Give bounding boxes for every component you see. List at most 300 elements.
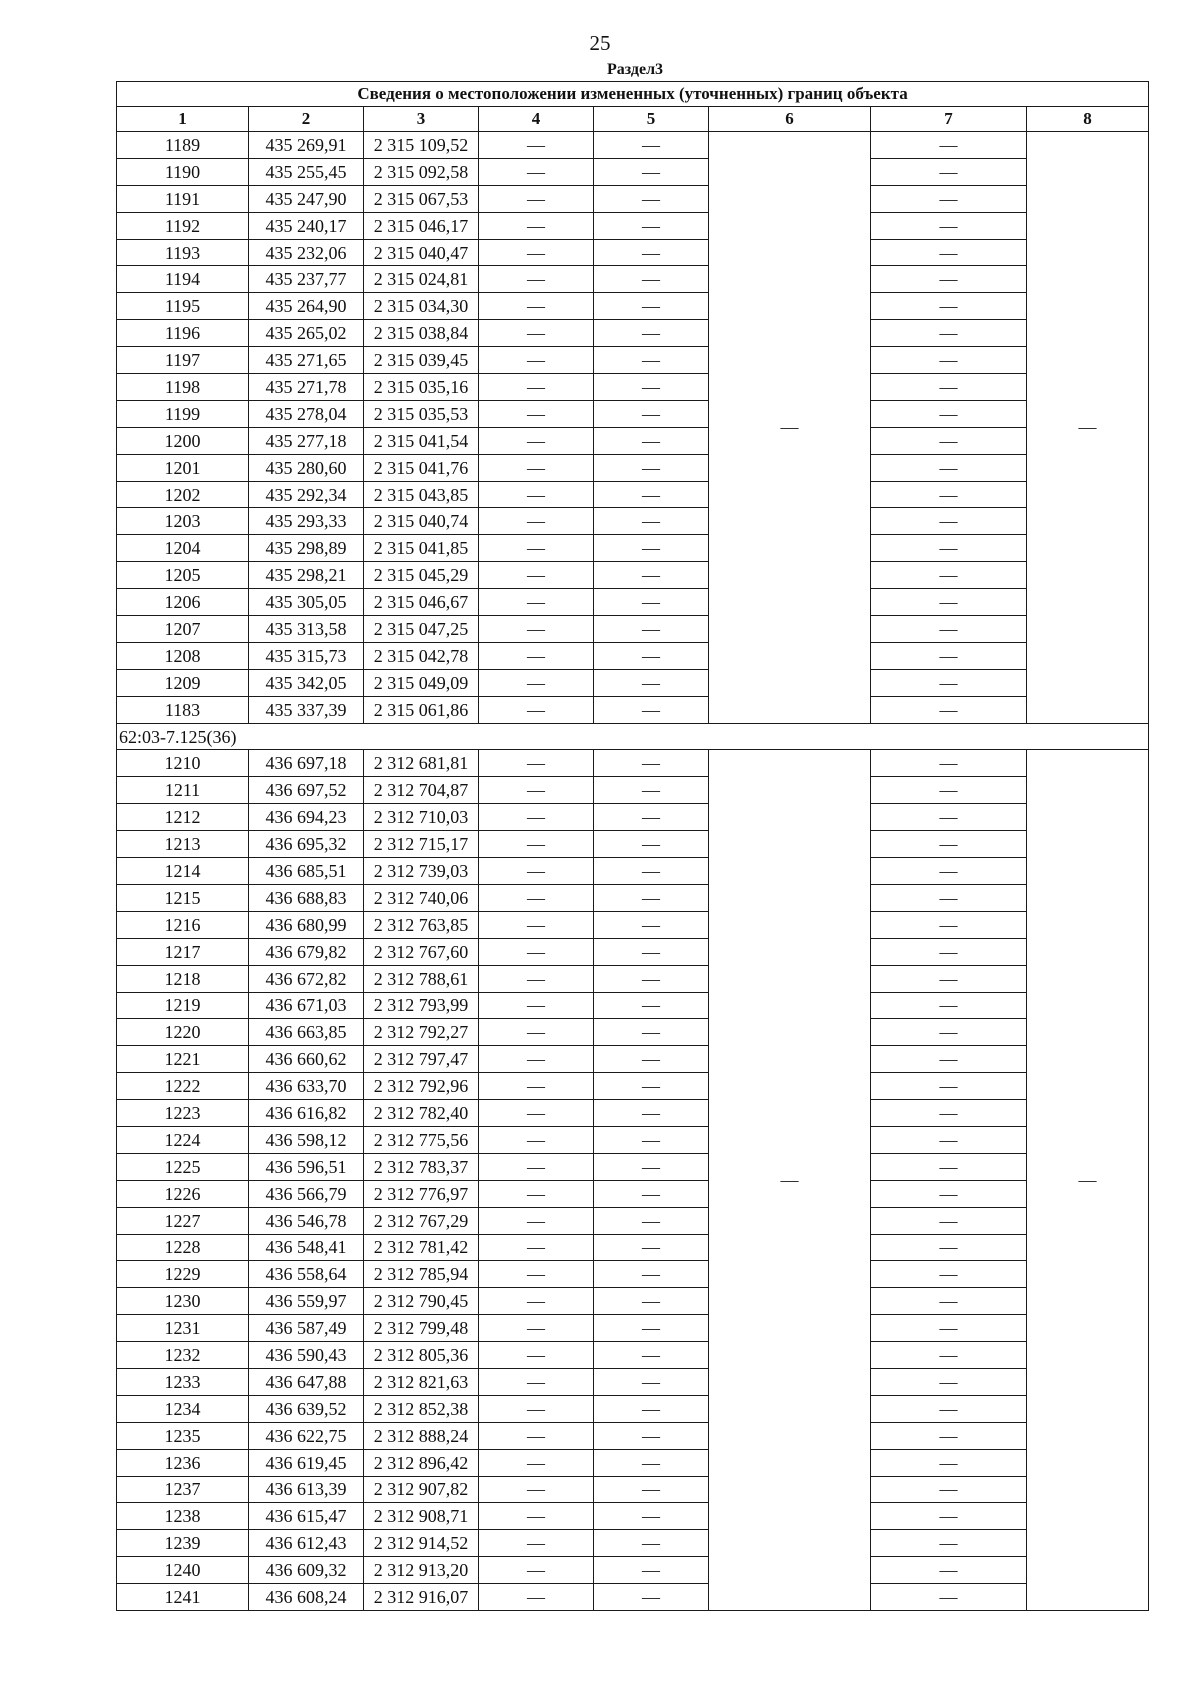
column-7-cell: — <box>871 185 1027 212</box>
table-row <box>117 804 1149 831</box>
column-7-cell: — <box>871 884 1027 911</box>
column-header: 8 <box>1027 107 1149 132</box>
column-7-cell: — <box>871 1584 1027 1611</box>
column-5-cell: — <box>594 750 709 777</box>
y-coordinate-cell: 2 312 776,97 <box>364 1180 479 1207</box>
table-row <box>117 562 1149 589</box>
x-coordinate-cell: 436 660,62 <box>249 1046 364 1073</box>
column-header: 3 <box>364 107 479 132</box>
column-7-cell: — <box>871 1153 1027 1180</box>
y-coordinate-cell: 2 312 913,20 <box>364 1557 479 1584</box>
column-4-cell: — <box>479 454 594 481</box>
point-number-cell: 1235 <box>117 1422 249 1449</box>
table-row <box>117 1315 1149 1342</box>
column-4-cell: — <box>479 562 594 589</box>
column-5-cell: — <box>594 1476 709 1503</box>
column-4-cell: — <box>479 616 594 643</box>
column-5-cell: — <box>594 1368 709 1395</box>
column-4-cell: — <box>479 1395 594 1422</box>
y-coordinate-cell: 2 312 710,03 <box>364 804 479 831</box>
point-number-cell: 1193 <box>117 239 249 266</box>
y-coordinate-cell: 2 312 739,03 <box>364 858 479 885</box>
table-body <box>117 132 1149 1611</box>
table-row <box>117 1207 1149 1234</box>
column-7-cell: — <box>871 1019 1027 1046</box>
column-7-cell: — <box>871 642 1027 669</box>
column-7-cell: — <box>871 911 1027 938</box>
column-5-cell: — <box>594 132 709 159</box>
table-row <box>117 1449 1149 1476</box>
column-4-cell: — <box>479 185 594 212</box>
column-7-cell: — <box>871 454 1027 481</box>
x-coordinate-cell: 436 697,52 <box>249 777 364 804</box>
x-coordinate-cell: 436 695,32 <box>249 831 364 858</box>
table-row <box>117 266 1149 293</box>
x-coordinate-cell: 435 293,33 <box>249 508 364 535</box>
column-header: 2 <box>249 107 364 132</box>
column-7-cell: — <box>871 158 1027 185</box>
column-5-cell: — <box>594 239 709 266</box>
column-5-cell: — <box>594 1046 709 1073</box>
table-row <box>117 347 1149 374</box>
y-coordinate-cell: 2 312 704,87 <box>364 777 479 804</box>
column-5-cell: — <box>594 589 709 616</box>
table-row <box>117 481 1149 508</box>
y-coordinate-cell: 2 315 041,54 <box>364 427 479 454</box>
table-row <box>117 1153 1149 1180</box>
table-row <box>117 320 1149 347</box>
y-coordinate-cell: 2 315 109,52 <box>364 132 479 159</box>
y-coordinate-cell: 2 312 799,48 <box>364 1315 479 1342</box>
column-7-cell: — <box>871 1207 1027 1234</box>
column-5-cell: — <box>594 616 709 643</box>
x-coordinate-cell: 435 271,78 <box>249 374 364 401</box>
column-4-cell: — <box>479 1449 594 1476</box>
column-4-cell: — <box>479 669 594 696</box>
x-coordinate-cell: 436 598,12 <box>249 1126 364 1153</box>
point-number-cell: 1224 <box>117 1126 249 1153</box>
column-7-cell: — <box>871 616 1027 643</box>
x-coordinate-cell: 436 633,70 <box>249 1073 364 1100</box>
x-coordinate-cell: 435 313,58 <box>249 616 364 643</box>
y-coordinate-cell: 2 312 782,40 <box>364 1100 479 1127</box>
y-coordinate-cell: 2 315 067,53 <box>364 185 479 212</box>
column-header: 6 <box>709 107 871 132</box>
x-coordinate-cell: 436 609,32 <box>249 1557 364 1584</box>
column-5-cell: — <box>594 1342 709 1369</box>
table-row <box>117 535 1149 562</box>
column-5-cell: — <box>594 696 709 723</box>
table-row <box>117 454 1149 481</box>
column-5-cell: — <box>594 1180 709 1207</box>
y-coordinate-cell: 2 312 763,85 <box>364 911 479 938</box>
x-coordinate-cell: 436 671,03 <box>249 992 364 1019</box>
column-5-cell: — <box>594 777 709 804</box>
point-number-cell: 1189 <box>117 132 249 159</box>
page-number: 25 <box>589 31 611 55</box>
column-4-cell: — <box>479 1234 594 1261</box>
column-7-cell: — <box>871 1288 1027 1315</box>
x-coordinate-cell: 436 612,43 <box>249 1530 364 1557</box>
y-coordinate-cell: 2 312 821,63 <box>364 1368 479 1395</box>
column-7-cell: — <box>871 804 1027 831</box>
column-7-cell: — <box>871 320 1027 347</box>
table-row <box>117 1476 1149 1503</box>
point-number-cell: 1214 <box>117 858 249 885</box>
x-coordinate-cell: 436 616,82 <box>249 1100 364 1127</box>
table-row <box>117 965 1149 992</box>
point-number-cell: 1239 <box>117 1530 249 1557</box>
column-4-cell: — <box>479 992 594 1019</box>
column-7-cell: — <box>871 965 1027 992</box>
x-coordinate-cell: 436 679,82 <box>249 938 364 965</box>
x-coordinate-cell: 436 615,47 <box>249 1503 364 1530</box>
y-coordinate-cell: 2 312 916,07 <box>364 1584 479 1611</box>
table-row <box>117 1288 1149 1315</box>
table-row <box>117 1180 1149 1207</box>
column-5-cell: — <box>594 212 709 239</box>
y-coordinate-cell: 2 312 785,94 <box>364 1261 479 1288</box>
y-coordinate-cell: 2 315 046,17 <box>364 212 479 239</box>
x-coordinate-cell: 436 596,51 <box>249 1153 364 1180</box>
x-coordinate-cell: 435 298,21 <box>249 562 364 589</box>
column-7-cell: — <box>871 400 1027 427</box>
column-5-cell: — <box>594 562 709 589</box>
point-number-cell: 1215 <box>117 884 249 911</box>
y-coordinate-cell: 2 312 781,42 <box>364 1234 479 1261</box>
x-coordinate-cell: 435 342,05 <box>249 669 364 696</box>
column-7-cell: — <box>871 562 1027 589</box>
table-row <box>117 589 1149 616</box>
column-4-cell: — <box>479 1100 594 1127</box>
column-4-cell: — <box>479 1503 594 1530</box>
column-4-cell: — <box>479 1126 594 1153</box>
column-5-cell: — <box>594 858 709 885</box>
column-7-cell: — <box>871 1449 1027 1476</box>
column-7-cell: — <box>871 239 1027 266</box>
x-coordinate-cell: 436 680,99 <box>249 911 364 938</box>
x-coordinate-cell: 436 694,23 <box>249 804 364 831</box>
y-coordinate-cell: 2 312 907,82 <box>364 1476 479 1503</box>
column-5-cell: — <box>594 1449 709 1476</box>
column-8-merged-cell: — <box>1027 132 1149 724</box>
column-5-cell: — <box>594 1019 709 1046</box>
point-number-cell: 1233 <box>117 1368 249 1395</box>
table-row <box>117 1557 1149 1584</box>
column-7-cell: — <box>871 535 1027 562</box>
point-number-cell: 1211 <box>117 777 249 804</box>
table-row <box>117 1584 1149 1611</box>
x-coordinate-cell: 435 315,73 <box>249 642 364 669</box>
x-coordinate-cell: 436 685,51 <box>249 858 364 885</box>
column-5-cell: — <box>594 1153 709 1180</box>
column-7-cell: — <box>871 1557 1027 1584</box>
table-row <box>117 696 1149 723</box>
column-7-cell: — <box>871 1234 1027 1261</box>
x-coordinate-cell: 436 613,39 <box>249 1476 364 1503</box>
point-number-cell: 1228 <box>117 1234 249 1261</box>
column-7-cell: — <box>871 347 1027 374</box>
column-4-cell: — <box>479 293 594 320</box>
y-coordinate-cell: 2 315 041,76 <box>364 454 479 481</box>
y-coordinate-cell: 2 312 715,17 <box>364 831 479 858</box>
x-coordinate-cell: 436 663,85 <box>249 1019 364 1046</box>
column-5-cell: — <box>594 1503 709 1530</box>
point-number-cell: 1241 <box>117 1584 249 1611</box>
point-number-cell: 1191 <box>117 185 249 212</box>
column-4-cell: — <box>479 266 594 293</box>
table-title: Сведения о местоположении измененных (уточненных) границ объекта <box>117 82 1149 107</box>
point-number-cell: 1202 <box>117 481 249 508</box>
y-coordinate-cell: 2 315 039,45 <box>364 347 479 374</box>
table-row <box>117 831 1149 858</box>
x-coordinate-cell: 435 278,04 <box>249 400 364 427</box>
x-coordinate-cell: 436 622,75 <box>249 1422 364 1449</box>
coordinates-table <box>116 81 1149 1611</box>
column-4-cell: — <box>479 158 594 185</box>
column-4-cell: — <box>479 911 594 938</box>
y-coordinate-cell: 2 315 041,85 <box>364 535 479 562</box>
point-number-cell: 1221 <box>117 1046 249 1073</box>
column-5-cell: — <box>594 400 709 427</box>
point-number-cell: 1199 <box>117 400 249 427</box>
column-4-cell: — <box>479 1046 594 1073</box>
column-7-cell: — <box>871 589 1027 616</box>
table-row <box>117 669 1149 696</box>
column-7-cell: — <box>871 481 1027 508</box>
column-5-cell: — <box>594 266 709 293</box>
x-coordinate-cell: 436 688,83 <box>249 884 364 911</box>
y-coordinate-cell: 2 315 035,53 <box>364 400 479 427</box>
column-5-cell: — <box>594 938 709 965</box>
table-row <box>117 858 1149 885</box>
y-coordinate-cell: 2 315 040,74 <box>364 508 479 535</box>
column-5-cell: — <box>594 642 709 669</box>
x-coordinate-cell: 435 269,91 <box>249 132 364 159</box>
column-7-cell: — <box>871 427 1027 454</box>
y-coordinate-cell: 2 312 896,42 <box>364 1449 479 1476</box>
column-4-cell: — <box>479 132 594 159</box>
column-4-cell: — <box>479 1207 594 1234</box>
column-4-cell: — <box>479 1368 594 1395</box>
column-7-cell: — <box>871 938 1027 965</box>
column-4-cell: — <box>479 1261 594 1288</box>
x-coordinate-cell: 436 697,18 <box>249 750 364 777</box>
point-number-cell: 1209 <box>117 669 249 696</box>
column-4-cell: — <box>479 965 594 992</box>
y-coordinate-cell: 2 315 040,47 <box>364 239 479 266</box>
table-row <box>117 1395 1149 1422</box>
column-4-cell: — <box>479 1422 594 1449</box>
column-4-cell: — <box>479 589 594 616</box>
y-coordinate-cell: 2 312 740,06 <box>364 884 479 911</box>
y-coordinate-cell: 2 315 042,78 <box>364 642 479 669</box>
point-number-cell: 1232 <box>117 1342 249 1369</box>
y-coordinate-cell: 2 312 681,81 <box>364 750 479 777</box>
table-row <box>117 1019 1149 1046</box>
x-coordinate-cell: 435 265,02 <box>249 320 364 347</box>
column-7-cell: — <box>871 750 1027 777</box>
column-5-cell: — <box>594 1261 709 1288</box>
column-4-cell: — <box>479 1557 594 1584</box>
point-number-cell: 1230 <box>117 1288 249 1315</box>
point-number-cell: 1210 <box>117 750 249 777</box>
column-7-cell: — <box>871 1073 1027 1100</box>
column-5-cell: — <box>594 1100 709 1127</box>
y-coordinate-cell: 2 315 035,16 <box>364 374 479 401</box>
point-number-cell: 1213 <box>117 831 249 858</box>
column-7-cell: — <box>871 508 1027 535</box>
table-row <box>117 1368 1149 1395</box>
column-5-cell: — <box>594 804 709 831</box>
column-7-cell: — <box>871 212 1027 239</box>
x-coordinate-cell: 436 647,88 <box>249 1368 364 1395</box>
point-number-cell: 1225 <box>117 1153 249 1180</box>
column-7-cell: — <box>871 1368 1027 1395</box>
table-row <box>117 1126 1149 1153</box>
column-4-cell: — <box>479 858 594 885</box>
column-4-cell: — <box>479 481 594 508</box>
column-7-cell: — <box>871 1422 1027 1449</box>
column-4-cell: — <box>479 1019 594 1046</box>
column-7-cell: — <box>871 777 1027 804</box>
column-4-cell: — <box>479 777 594 804</box>
x-coordinate-cell: 436 548,41 <box>249 1234 364 1261</box>
column-4-cell: — <box>479 831 594 858</box>
column-5-cell: — <box>594 454 709 481</box>
table-row <box>117 911 1149 938</box>
point-number-cell: 1238 <box>117 1503 249 1530</box>
x-coordinate-cell: 435 277,18 <box>249 427 364 454</box>
column-5-cell: — <box>594 1584 709 1611</box>
y-coordinate-cell: 2 312 767,29 <box>364 1207 479 1234</box>
point-number-cell: 1203 <box>117 508 249 535</box>
column-4-cell: — <box>479 1584 594 1611</box>
y-coordinate-cell: 2 312 790,45 <box>364 1288 479 1315</box>
x-coordinate-cell: 436 619,45 <box>249 1449 364 1476</box>
point-number-cell: 1205 <box>117 562 249 589</box>
column-5-cell: — <box>594 831 709 858</box>
column-5-cell: — <box>594 911 709 938</box>
column-7-cell: — <box>871 858 1027 885</box>
table-row <box>117 1261 1149 1288</box>
column-4-cell: — <box>479 212 594 239</box>
column-5-cell: — <box>594 1530 709 1557</box>
column-7-cell: — <box>871 1503 1027 1530</box>
column-5-cell: — <box>594 293 709 320</box>
point-number-cell: 1190 <box>117 158 249 185</box>
y-coordinate-cell: 2 312 914,52 <box>364 1530 479 1557</box>
column-header: 7 <box>871 107 1027 132</box>
point-number-cell: 1231 <box>117 1315 249 1342</box>
column-5-cell: — <box>594 508 709 535</box>
group-label: 62:03-7.125(36) <box>117 723 1149 750</box>
column-5-cell: — <box>594 427 709 454</box>
table-row <box>117 1073 1149 1100</box>
section-label: Раздел3 <box>606 61 664 78</box>
column-5-cell: — <box>594 347 709 374</box>
y-coordinate-cell: 2 312 792,96 <box>364 1073 479 1100</box>
x-coordinate-cell: 436 566,79 <box>249 1180 364 1207</box>
column-5-cell: — <box>594 481 709 508</box>
y-coordinate-cell: 2 312 788,61 <box>364 965 479 992</box>
column-5-cell: — <box>594 1315 709 1342</box>
y-coordinate-cell: 2 315 024,81 <box>364 266 479 293</box>
point-number-cell: 1217 <box>117 938 249 965</box>
point-number-cell: 1197 <box>117 347 249 374</box>
x-coordinate-cell: 436 587,49 <box>249 1315 364 1342</box>
column-7-cell: — <box>871 831 1027 858</box>
column-7-cell: — <box>871 1395 1027 1422</box>
column-7-cell: — <box>871 1261 1027 1288</box>
column-4-cell: — <box>479 374 594 401</box>
point-number-cell: 1227 <box>117 1207 249 1234</box>
column-4-cell: — <box>479 938 594 965</box>
column-4-cell: — <box>479 320 594 347</box>
x-coordinate-cell: 435 240,17 <box>249 212 364 239</box>
point-number-cell: 1237 <box>117 1476 249 1503</box>
y-coordinate-cell: 2 312 908,71 <box>364 1503 479 1530</box>
point-number-cell: 1229 <box>117 1261 249 1288</box>
table-row <box>117 158 1149 185</box>
table-row <box>117 938 1149 965</box>
y-coordinate-cell: 2 315 047,25 <box>364 616 479 643</box>
point-number-cell: 1194 <box>117 266 249 293</box>
x-coordinate-cell: 436 639,52 <box>249 1395 364 1422</box>
point-number-cell: 1240 <box>117 1557 249 1584</box>
x-coordinate-cell: 436 546,78 <box>249 1207 364 1234</box>
column-header-row <box>117 107 1149 132</box>
x-coordinate-cell: 435 298,89 <box>249 535 364 562</box>
column-5-cell: — <box>594 1288 709 1315</box>
y-coordinate-cell: 2 315 092,58 <box>364 158 479 185</box>
point-number-cell: 1192 <box>117 212 249 239</box>
column-4-cell: — <box>479 1180 594 1207</box>
point-number-cell: 1216 <box>117 911 249 938</box>
column-7-cell: — <box>871 1046 1027 1073</box>
point-number-cell: 1195 <box>117 293 249 320</box>
x-coordinate-cell: 436 558,64 <box>249 1261 364 1288</box>
column-5-cell: — <box>594 1234 709 1261</box>
y-coordinate-cell: 2 312 888,24 <box>364 1422 479 1449</box>
y-coordinate-cell: 2 315 061,86 <box>364 696 479 723</box>
point-number-cell: 1218 <box>117 965 249 992</box>
column-4-cell: — <box>479 642 594 669</box>
column-5-cell: — <box>594 320 709 347</box>
table-row <box>117 777 1149 804</box>
column-4-cell: — <box>479 1288 594 1315</box>
point-number-cell: 1219 <box>117 992 249 1019</box>
x-coordinate-cell: 436 559,97 <box>249 1288 364 1315</box>
y-coordinate-cell: 2 312 797,47 <box>364 1046 479 1073</box>
column-5-cell: — <box>594 158 709 185</box>
column-7-cell: — <box>871 1126 1027 1153</box>
column-4-cell: — <box>479 1315 594 1342</box>
column-6-merged-cell: — <box>709 750 871 1611</box>
column-4-cell: — <box>479 400 594 427</box>
column-5-cell: — <box>594 374 709 401</box>
table-row <box>117 1234 1149 1261</box>
x-coordinate-cell: 435 292,34 <box>249 481 364 508</box>
y-coordinate-cell: 2 312 805,36 <box>364 1342 479 1369</box>
column-4-cell: — <box>479 884 594 911</box>
table-row <box>117 374 1149 401</box>
column-7-cell: — <box>871 374 1027 401</box>
table-row <box>117 616 1149 643</box>
point-number-cell: 1183 <box>117 696 249 723</box>
column-5-cell: — <box>594 965 709 992</box>
table-row <box>117 508 1149 535</box>
